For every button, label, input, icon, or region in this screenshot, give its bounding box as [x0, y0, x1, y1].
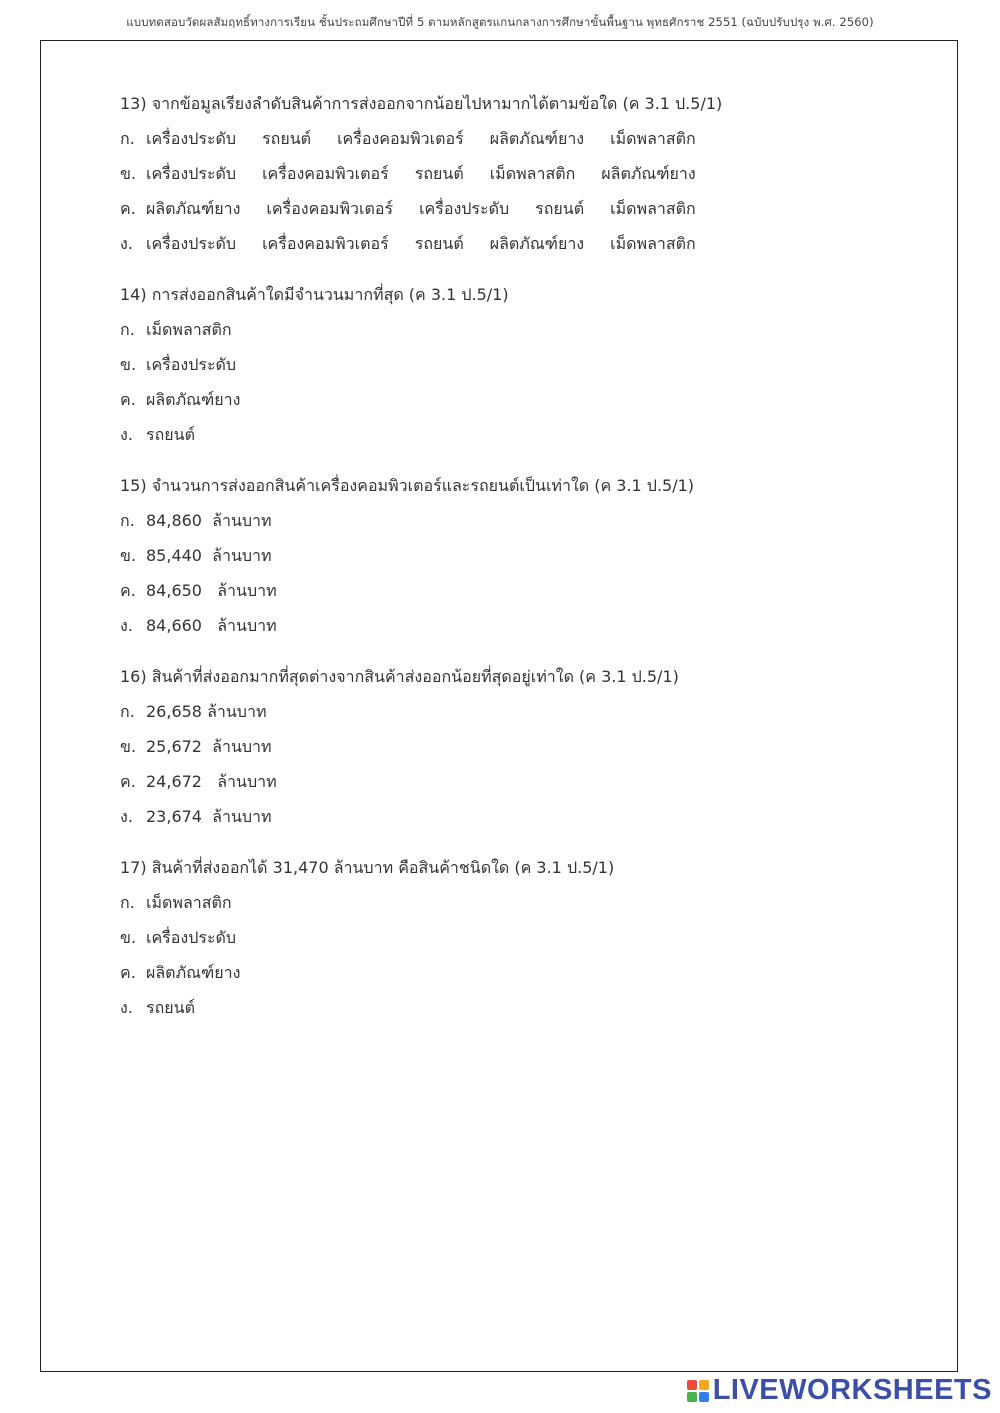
choice-value: 84,650 ล้านบาท	[146, 581, 277, 600]
sequence-item: ผลิตภัณฑ์ยาง	[489, 129, 585, 148]
question-15	[120, 468, 920, 643]
sequence-item: เครื่องประดับ	[146, 234, 237, 253]
sequence-item: รถยนต์	[262, 129, 312, 148]
choice-row[interactable]	[120, 764, 920, 799]
choice-row[interactable]	[120, 191, 920, 226]
sequence-item: เครื่องคอมพิวเตอร์	[262, 164, 389, 183]
sequence-item: เม็ดพลาสติก	[489, 164, 576, 183]
choice-letter: ค.	[120, 963, 136, 982]
logo-square-icon	[687, 1380, 697, 1390]
choice-value: 84,660 ล้านบาท	[146, 616, 277, 635]
choice-value: 84,860 ล้านบาท	[146, 511, 272, 530]
sequence-item: ผลิตภัณฑ์ยาง	[601, 164, 696, 183]
page-header: แบบทดสอบวัดผลสัมฤทธิ์ทางการเรียน ชั้นประถมศึกษาปีที่ 5 ตามหลักสูตรแกนกลางการศึกษาขั้นพื้นฐาน พุทธศักราช 2551 (ฉบับปรับปรุง พ.ศ. 2560)	[126, 15, 874, 29]
logo-text: LIVEWORKSHEETS	[712, 1374, 992, 1406]
choice-row[interactable]	[120, 121, 920, 156]
sequence-item: เครื่องประดับ	[419, 199, 510, 218]
choice-value: 85,440 ล้านบาท	[146, 546, 272, 565]
choice-value: 26,658 ล้านบาท	[146, 702, 267, 721]
sequence-item: ผลิตภัณฑ์ยาง	[489, 234, 585, 253]
choice-value: 23,674 ล้านบาท	[146, 807, 272, 826]
question-16	[120, 659, 920, 834]
sequence-item: เครื่องคอมพิวเตอร์	[266, 199, 394, 218]
logo-square-icon	[699, 1392, 709, 1402]
choice-letter: ก.	[120, 129, 135, 148]
choice-row[interactable]	[120, 503, 920, 538]
choice-letter: ข.	[120, 928, 137, 947]
sequence-item: ผลิตภัณฑ์ยาง	[146, 199, 241, 218]
sequence-item: เครื่องประดับ	[146, 164, 237, 183]
question-text: 17) สินค้าที่ส่งออกได้ 31,470 ล้านบาท คือสินค้าชนิดใด (ค 3.1 ป.5/1)	[120, 858, 615, 877]
choice-value: เม็ดพลาสติก	[146, 320, 232, 339]
choice-row[interactable]	[120, 538, 920, 573]
choice-row[interactable]	[120, 608, 920, 643]
question-13	[120, 86, 920, 261]
choice-value: ผลิตภัณฑ์ยาง	[146, 963, 241, 982]
question-text: 16) สินค้าที่ส่งออกมากที่สุดต่างจากสินค้าส่งออกน้อยที่สุดอยู่เท่าใด (ค 3.1 ป.5/1)	[120, 667, 679, 686]
choice-value: เครื่องประดับ	[146, 355, 237, 374]
logo-square-icon	[699, 1380, 709, 1390]
choice-row[interactable]	[120, 694, 920, 729]
choice-letter: ก.	[120, 893, 135, 912]
question-list	[120, 86, 920, 1041]
sequence-item: เม็ดพลาสติก	[610, 199, 696, 218]
choice-value: 25,672 ล้านบาท	[146, 737, 272, 756]
liveworksheets-logo[interactable]	[687, 1374, 992, 1407]
sequence-item: เม็ดพลาสติก	[610, 129, 696, 148]
choice-letter: ค.	[120, 390, 136, 409]
choice-letter: ง.	[120, 234, 133, 253]
choice-row[interactable]	[120, 347, 920, 382]
choice-row[interactable]	[120, 955, 920, 990]
choice-row[interactable]	[120, 729, 920, 764]
sequence-item: เครื่องประดับ	[146, 129, 237, 148]
choice-row[interactable]	[120, 990, 920, 1025]
sequence-item: เม็ดพลาสติก	[610, 234, 696, 253]
sequence-item: เครื่องคอมพิวเตอร์	[337, 129, 464, 148]
choice-letter: ง.	[120, 807, 133, 826]
choice-value: รถยนต์	[146, 425, 195, 444]
choice-value: 24,672 ล้านบาท	[146, 772, 277, 791]
choice-row[interactable]	[120, 312, 920, 347]
choice-letter: ค.	[120, 581, 136, 600]
choice-letter: ก.	[120, 702, 135, 721]
choice-letter: ข.	[120, 164, 137, 183]
choice-row[interactable]	[120, 885, 920, 920]
choice-letter: ข.	[120, 355, 137, 374]
logo-square-icon	[687, 1392, 697, 1402]
question-text: 13) จากข้อมูลเรียงลำดับสินค้าการส่งออกจากน้อยไปหามากได้ตามข้อใด (ค 3.1 ป.5/1)	[120, 94, 723, 113]
choice-value: เม็ดพลาสติก	[146, 893, 232, 912]
question-text: 15) จำนวนการส่งออกสินค้าเครื่องคอมพิวเตอร์และรถยนต์เป็นเท่าใด (ค 3.1 ป.5/1)	[120, 476, 695, 495]
sequence-item: รถยนต์	[414, 234, 464, 253]
choice-letter: ง.	[120, 425, 133, 444]
choice-row[interactable]	[120, 382, 920, 417]
question-17	[120, 850, 920, 1025]
sequence-item: รถยนต์	[535, 199, 585, 218]
choice-row[interactable]	[120, 226, 920, 261]
sequence-item: รถยนต์	[414, 164, 464, 183]
choice-letter: ข.	[120, 546, 137, 565]
choice-letter: ง.	[120, 998, 133, 1017]
choice-value: เครื่องประดับ	[146, 928, 237, 947]
choice-row[interactable]	[120, 417, 920, 452]
choice-value: รถยนต์	[146, 998, 195, 1017]
choice-row[interactable]	[120, 573, 920, 608]
question-14	[120, 277, 920, 452]
choice-row[interactable]	[120, 920, 920, 955]
choice-letter: ง.	[120, 616, 133, 635]
choice-letter: ข.	[120, 737, 137, 756]
choice-row[interactable]	[120, 156, 920, 191]
liveworksheets-logo-icon	[687, 1380, 709, 1402]
choice-letter: ก.	[120, 511, 135, 530]
choice-value: ผลิตภัณฑ์ยาง	[146, 390, 241, 409]
question-text: 14) การส่งออกสินค้าใดมีจำนวนมากที่สุด (ค 3.1 ป.5/1)	[120, 285, 509, 304]
sequence-item: เครื่องคอมพิวเตอร์	[262, 234, 389, 253]
choice-letter: ค.	[120, 772, 136, 791]
choice-row[interactable]	[120, 799, 920, 834]
choice-letter: ค.	[120, 199, 136, 218]
choice-letter: ก.	[120, 320, 135, 339]
